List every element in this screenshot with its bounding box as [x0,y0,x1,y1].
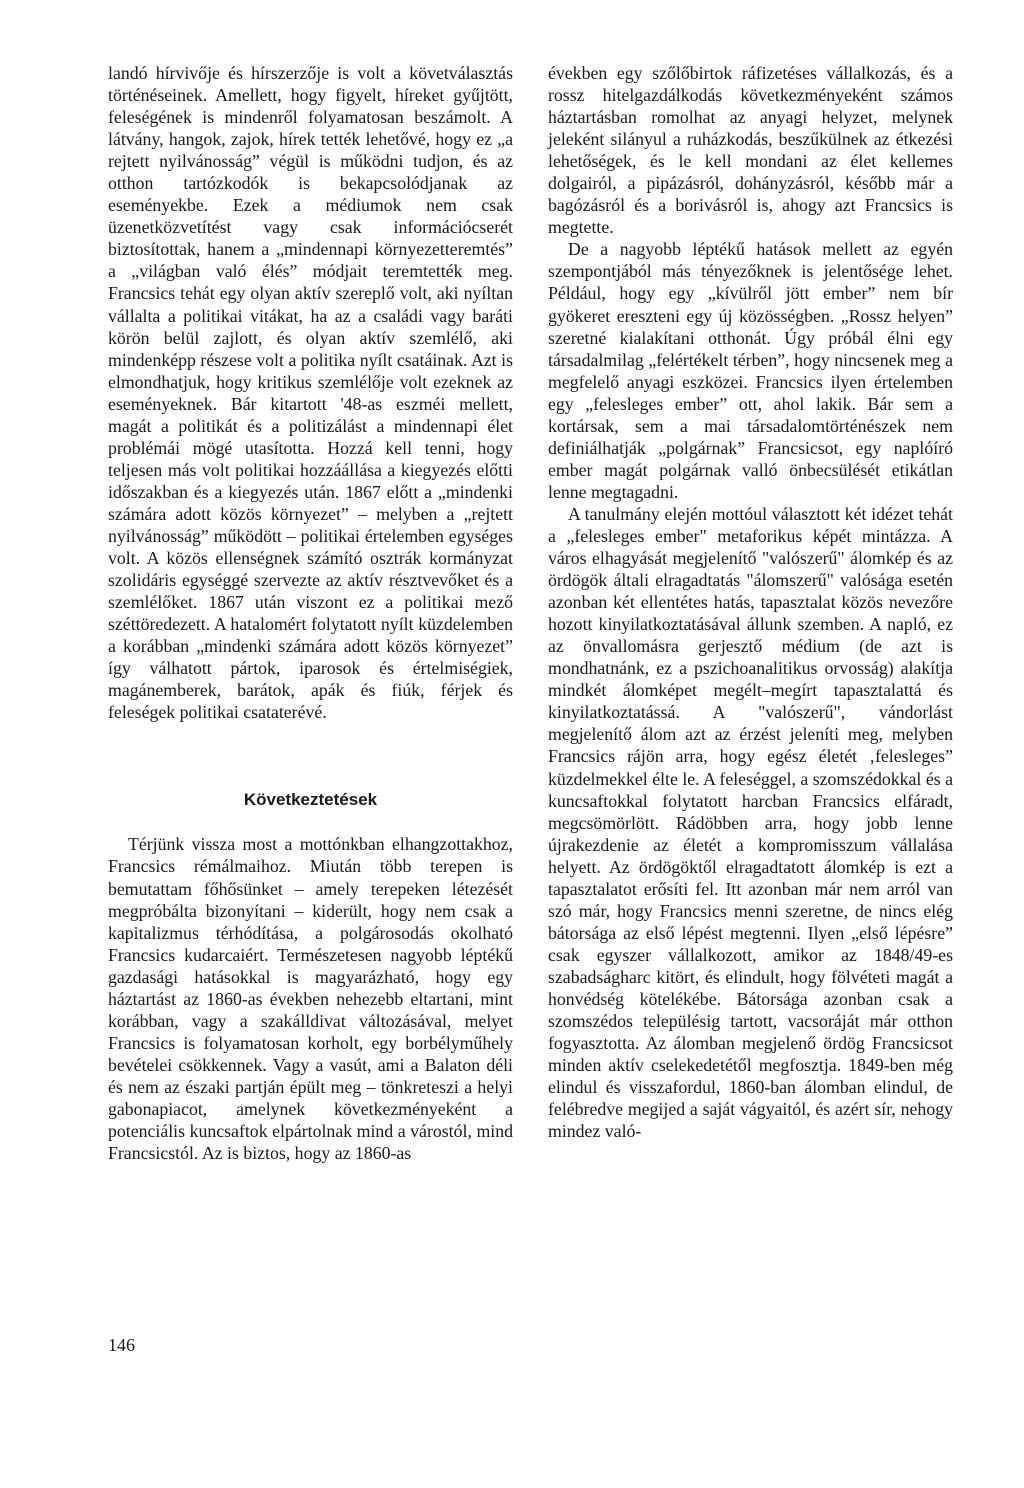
section-heading: Következtetések [243,790,378,810]
left-column [108,62,513,1164]
body-paragraph: Térjünk vissza most a mottónkban elhangzottakhoz, Francsics rémálmaihoz. Miután több terepen is bemutattam főhősünket – amely terepeken létezését megpróbálta bizonyítani – kiderült, hogy nem csak a kapitalizmus térhódítása, a polgárosodás okolható Francsics kudarcaiért. Természetesen nagyobb léptékű gazdasági hatásokkal is magyarázható, hogy egy háztartást az 1860-as években nehezebb eltartani, mint korábban, vagy a szakálldivat változásával, melyet Francsics is folyamatosan korholt, egy borbélyműhely bevételei csökkennek. Vagy a vasút, ami a Balaton déli és nem az északi partján épült meg – tönkreteszi a helyi gabonapiacot, amelynek következményeként a potenciális kuncsaftok elpártolnak mind a várostól, mind Francsicstól. Az is biztos, hogy az 1860-as [108,834,513,1164]
body-paragraph: De a nagyobb léptékű hatások mellett az egyén szempontjából más tényezőknek is jelentősége lehet. Például, hogy egy „kívülről jött ember” nem bír gyökeret ereszteni egy új közösségben. „Rossz helyen” szeretné kialakítani otthonát. Úgy próbál élni egy társadalmilag „felértékelt térben”, hogy nincsenek meg a megfelelő anyagi eszközei. Francsics ilyen értelemben egy „felesleges ember” ott, ahol lakik. Bár sem a kortársak, sem a mai társadalomtörténészek nem definiálhatják „polgárnak” Francsicsot, egy naplóíró ember magát polgárnak valló önbecsülését etikátlan lenne megtagadni. [548,239,953,502]
page-number: 146 [108,1335,135,1355]
body-paragraph: A tanulmány elején mottóul választott két idézet tehát a „felesleges ember" metaforikus képét mintázza. A város elhagyását megjelenítő "valószerű" álomkép és az ördögök általi elragadtatás "álomszerű" valósága esetén azonban két ellentétes hatás, tapasztalat közös nevezőre hozott kinyilatkoztatásával állunk szemben. A napló, ez az önvallomásra gerjesztő médium (de azt is mondhatnánk, ez a pszichoanalitikus orvosság) alakítja mindkét álomképet megélt–megírt tapasztalattá és kinyilatkoztatássá. A "valószerű", vándorlást megjelenítő álom azt az érzést jeleníti meg, melyben Francsics rájön arra, hogy egész életét ‚felesleges” küzdelmekkel élte le. A feleséggel, a szomszédokkal és a kuncsaftokkal folytatott harcban Francsics elfáradt, megcsömörlött. Rádöbben arra, hogy jobb lenne újrakezdenie az életét a kompromisszum vállalása helyett. Az ördögöktől elragadtatott álomkép is ezt a tapasztalatot erősíti fel. Itt azonban már nem arról van szó már, hogy Francsics menni szeretne, de nincs elég bátorsága az első lépést megtenni. Ilyen „első lépésre” csak egyszer vállalkozott, amikor az 1848/49-es szabadságharc kitört, és elindult, hogy fölvéteti magát a honvédség kötelékébe. Bátorsága azonban csak a szomszédos településig tartott, vacsoráját már otthon fogyasztotta. Az álomban megjelenő ördög Francsicsot minden aktív cselekedetétől megfosztja. 1849-ben még elindul és visszafordul, 1860-ban álomban elindul, de felébredve megijed a saját vágyaitól, és azért sír, nehogy mindez való- [548,503,953,1142]
body-paragraph: években egy szőlőbirtok ráfizetéses vállalkozás, és a rossz hitelgazdálkodás következményeként számos háztartásban romolhat az anyagi helyzet, melynek jeleként silányul a ruházkodás, beszűkülnek az étkezési lehetőségek, és le kell mondani az élet kellemes dolgairól, a pipázásról, dohányzásról, később már a bagózásról és a borivásról is, ahogy azt Francsics is megtette. [548,63,953,238]
right-column [548,62,953,1142]
body-paragraph: landó hírvivője és hírszerzője is volt a követválasztás történéseinek. Amellett, hogy figyelt, híreket gyűjtött, feleségének is mindenről folyamatosan beszámolt. A látvány, hangok, zajok, hírek tették lehetővé, hogy ez „a rejtett nyilvánosság” végül is működni tudjon, és az otthon tartózkodók is bekapcsolódjanak az eseményekbe. Ezek a médiumok nem csak üzenetközvetítést vagy csak információcserét biztosítottak, hanem a „mindennapi környezetteremtés” a „világban való élés” módjait teremtették meg. Francsics tehát egy olyan aktív szereplő volt, aki nyíltan vállalta a politikai vitákat, ha az a családi vagy baráti körön belül zajlott, és olyan aktív szemlélő, aki mindenképp részese volt a politika nyílt csatáinak. Azt is elmondhatjuk, hogy kritikus szemlélője volt ezeknek az eseményeknek. Bár kitartott '48-as eszméi mellett, magát a politikát és a politizálást a mindennapi élet problémái mögé utasította. Hozzá kell tenni, hogy teljesen más volt politikai hozzáállása a kiegyezés előtti időszakban és a kiegyezés után. 1867 előtt a „mindenki számára adott közös környezet” – melyben a „rejtett nyilvánosság” működött – politikai értelemben egységes volt. A közös ellenségnek számító osztrák kormányzat szolidáris egységgé szervezte az aktív résztvevőket és a szemlélőket. 1867 után viszont ez a politikai mező széttöredezett. A hatalomért folytatott nyílt küzdelemben a korábban „mindenki számára adott közös környezet” így válhatott pártok, iparosok és értelmiségiek, magánemberek, barátok, apák és fiúk, férjek és feleségek politikai csataterévé. [108,63,513,723]
